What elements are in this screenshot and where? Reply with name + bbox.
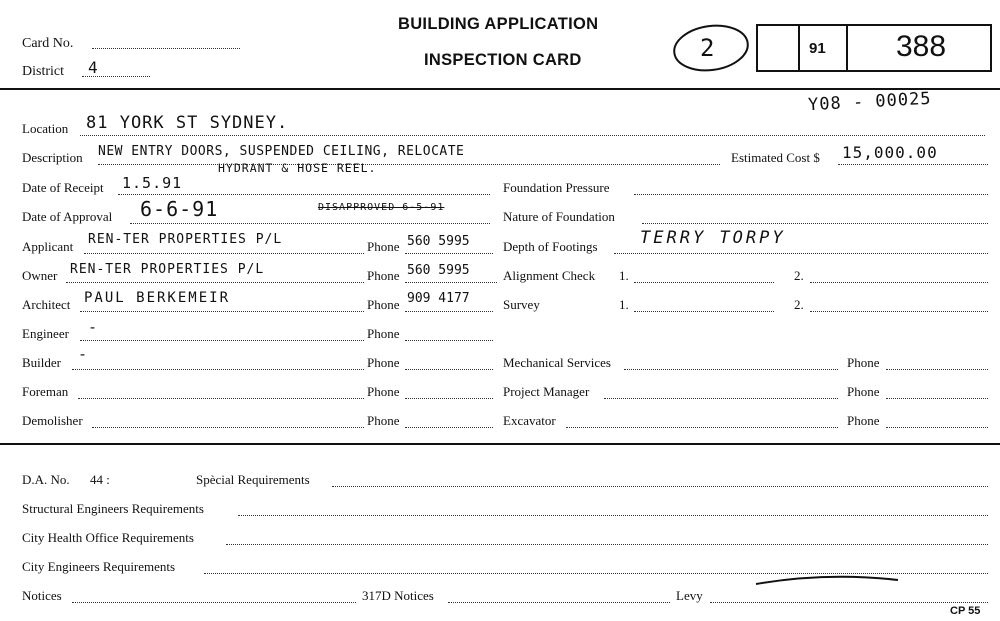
- notices-field[interactable]: [72, 602, 356, 603]
- builder-phone-field[interactable]: [405, 369, 493, 370]
- levy-dash-mark-icon: [752, 572, 902, 588]
- reference-number: Y08 - 00025: [807, 88, 933, 116]
- description-field[interactable]: [98, 164, 720, 165]
- owner-field[interactable]: [66, 282, 364, 283]
- demolisher-phone-field[interactable]: [405, 427, 493, 428]
- location-value: 81 YORK ST SYDNEY.: [86, 113, 289, 133]
- engineer-field[interactable]: [80, 340, 364, 341]
- excavator-label: Excavator: [503, 413, 556, 428]
- applicant-phone-field[interactable]: [405, 253, 493, 254]
- applicant-phone-label: Phone: [367, 239, 400, 254]
- architect-phone-value: 909 4177: [407, 291, 470, 306]
- survey-1-label: 1.: [619, 297, 629, 312]
- foreman-label: Foreman: [22, 384, 69, 399]
- foreman-field[interactable]: [78, 398, 364, 399]
- title-line-2: INSPECTION CARD: [424, 51, 582, 69]
- card-number-box: [756, 24, 992, 72]
- demolisher-field[interactable]: [92, 427, 364, 428]
- date-of-receipt-value: 1.5.91: [122, 174, 183, 192]
- nature-of-foundation-label: Nature of Foundation: [503, 209, 615, 224]
- alignment-check-2-label: 2.: [794, 268, 804, 283]
- owner-label: Owner: [22, 268, 58, 283]
- applicant-phone-value: 560 5995: [407, 234, 470, 249]
- foreman-phone-field[interactable]: [405, 398, 493, 399]
- alignment-check-label: Alignment Check: [503, 268, 596, 283]
- special-requirements-field[interactable]: [332, 486, 988, 487]
- date-of-receipt-label: Date of Receipt: [22, 180, 104, 195]
- title-line-1: BUILDING APPLICATION: [398, 15, 599, 33]
- engineer-phone-label: Phone: [367, 326, 400, 341]
- alignment-check-1-field[interactable]: [634, 282, 774, 283]
- owner-phone-value: 560 5995: [407, 263, 470, 278]
- card-no-label: Card No.: [22, 36, 74, 51]
- circled-number: [670, 22, 752, 74]
- depth-of-footings-label: Depth of Footings: [503, 239, 598, 254]
- card-number-large: 388: [896, 30, 947, 63]
- health-requirements-label: City Health Office Requirements: [22, 530, 194, 545]
- applicant-field[interactable]: [84, 253, 364, 254]
- notices-317d-label: 317D Notices: [362, 588, 434, 603]
- alignment-check-1-label: 1.: [619, 268, 629, 283]
- district-value: 4: [88, 58, 99, 77]
- owner-value: REN-TER PROPERTIES P/L: [70, 262, 265, 277]
- survey-1-field[interactable]: [634, 311, 774, 312]
- mechanical-services-label: Mechanical Services: [503, 355, 611, 370]
- demolisher-phone-label: Phone: [367, 413, 400, 428]
- form-code: CP 55: [950, 605, 981, 617]
- description-value-1: NEW ENTRY DOORS, SUSPENDED CEILING, RELOCATE: [98, 144, 465, 159]
- project-manager-field[interactable]: [604, 398, 838, 399]
- excavator-phone-field[interactable]: [886, 427, 988, 428]
- project-manager-phone-field[interactable]: [886, 398, 988, 399]
- survey-2-label: 2.: [794, 297, 804, 312]
- survey-2-field[interactable]: [810, 311, 988, 312]
- foundation-pressure-field[interactable]: [634, 194, 988, 195]
- architect-phone-label: Phone: [367, 297, 400, 312]
- foundation-pressure-label: Foundation Pressure: [503, 180, 610, 195]
- circled-number-value: 2: [700, 34, 716, 62]
- levy-label: Levy: [676, 588, 703, 603]
- survey-label: Survey: [503, 297, 540, 312]
- builder-field[interactable]: [72, 369, 364, 370]
- foreman-phone-label: Phone: [367, 384, 400, 399]
- date-of-receipt-field[interactable]: [118, 194, 490, 195]
- architect-label: Architect: [22, 297, 71, 312]
- notices-317d-field[interactable]: [448, 602, 670, 603]
- owner-phone-field[interactable]: [405, 282, 497, 283]
- mechanical-services-phone-label: Phone: [847, 355, 880, 370]
- alignment-check-2-field[interactable]: [810, 282, 988, 283]
- health-requirements-field[interactable]: [226, 544, 988, 545]
- card-no-field[interactable]: [92, 48, 240, 49]
- builder-value: -: [78, 345, 89, 363]
- project-manager-phone-label: Phone: [847, 384, 880, 399]
- depth-of-footings-value: TERRY TORPY: [640, 228, 786, 248]
- card-number-small: 91: [809, 40, 826, 57]
- requirements-divider: [0, 443, 1000, 445]
- notices-label: Notices: [22, 588, 62, 603]
- date-of-approval-label: Date of Approval: [22, 209, 113, 224]
- excavator-field[interactable]: [566, 427, 838, 428]
- date-of-approval-struck: DISAPPROVED 6-5-91: [318, 202, 445, 213]
- date-of-approval-field[interactable]: [130, 223, 490, 224]
- owner-phone-label: Phone: [367, 268, 400, 283]
- city-engineers-requirements-label: City Engineers Requirements: [22, 559, 176, 574]
- applicant-label: Applicant: [22, 239, 74, 254]
- builder-phone-label: Phone: [367, 355, 400, 370]
- depth-of-footings-field[interactable]: [614, 253, 988, 254]
- mechanical-services-phone-field[interactable]: [886, 369, 988, 370]
- location-label: Location: [22, 121, 69, 136]
- estimated-cost-label: Estimated Cost $: [731, 150, 820, 165]
- estimated-cost-field[interactable]: [838, 164, 988, 165]
- location-field[interactable]: [80, 135, 985, 136]
- da-no-label: D.A. No.: [22, 472, 70, 487]
- nature-of-foundation-field[interactable]: [642, 223, 988, 224]
- engineer-phone-field[interactable]: [405, 340, 493, 341]
- district-label: District: [22, 64, 64, 79]
- special-requirements-label: Spècial Requirements: [196, 472, 310, 487]
- excavator-phone-label: Phone: [847, 413, 880, 428]
- structural-requirements-label: Structural Engineers Requirements: [22, 501, 204, 516]
- builder-label: Builder: [22, 355, 61, 370]
- engineer-value: -: [88, 318, 99, 336]
- project-manager-label: Project Manager: [503, 384, 590, 399]
- mechanical-services-field[interactable]: [624, 369, 838, 370]
- structural-requirements-field[interactable]: [238, 515, 988, 516]
- architect-phone-field[interactable]: [405, 311, 493, 312]
- architect-value: PAUL BERKEMEIR: [84, 290, 231, 306]
- applicant-value: REN-TER PROPERTIES P/L: [88, 232, 283, 247]
- da-no-value: 44 :: [90, 472, 110, 487]
- date-of-approval-value: 6-6-91: [140, 197, 219, 221]
- estimated-cost-value: 15,000.00: [842, 143, 938, 162]
- header-divider: [0, 88, 1000, 90]
- engineer-label: Engineer: [22, 326, 69, 341]
- description-label: Description: [22, 150, 83, 165]
- levy-field[interactable]: [710, 602, 988, 603]
- architect-field[interactable]: [80, 311, 364, 312]
- demolisher-label: Demolisher: [22, 413, 83, 428]
- description-value-2: HYDRANT & HOSE REEL.: [218, 161, 377, 175]
